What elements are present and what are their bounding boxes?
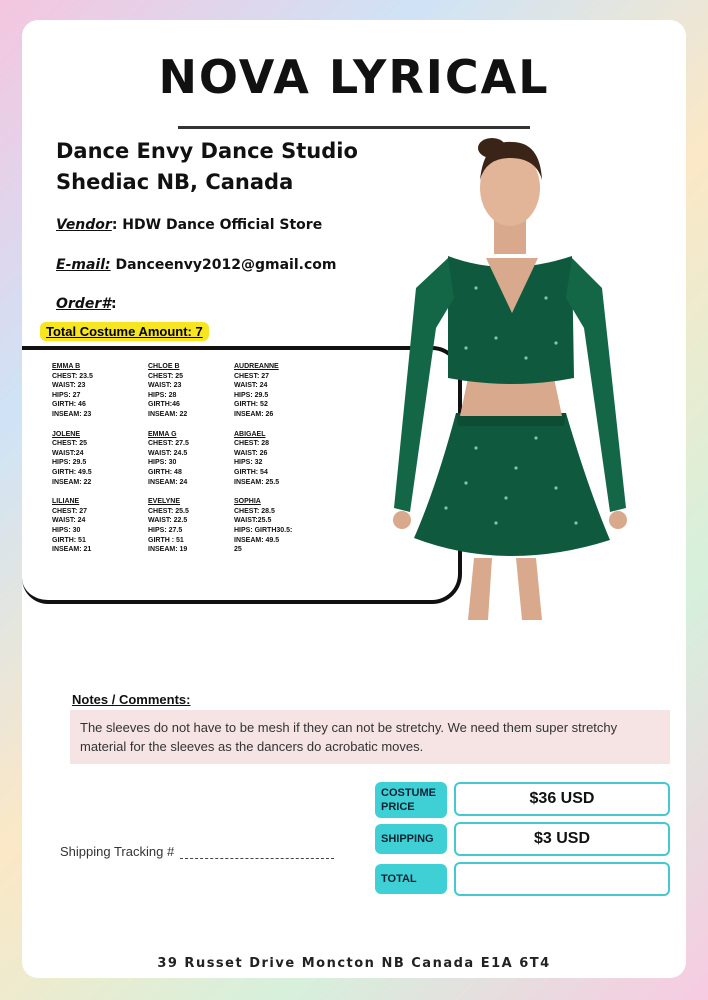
dancer-measure: WAIST:25.5	[234, 517, 272, 525]
dancer-measure: GIRTH: 48	[148, 468, 182, 476]
footer-address: 39 Russet Drive Moncton NB Canada E1A 6T4	[157, 956, 551, 971]
dancer-card	[52, 497, 93, 555]
dancer-measure: WAIST: 24	[234, 382, 268, 390]
shipping-tracking	[60, 844, 334, 859]
notes-heading: Notes / Comments:	[72, 692, 191, 707]
dancer-name: SOPHIA	[234, 498, 261, 506]
studio-block	[56, 136, 358, 198]
dancer-measure: HIPS: 27	[52, 391, 81, 399]
dancer-measure: INSEAM: 22	[52, 478, 92, 486]
dancer-measure: WAIST: 23	[148, 382, 182, 390]
dancer-card	[148, 430, 189, 488]
dancer-measure: GIRTH:46	[148, 401, 180, 409]
dancer-measure: CHEST: 27	[52, 507, 88, 515]
dancer-measure: INSEAM: 49.5	[234, 536, 280, 544]
measurements-column-2	[148, 362, 189, 565]
total-label: TOTAL	[375, 864, 447, 894]
costume-price-label: COSTUME PRICE	[375, 782, 447, 818]
dancer-name: ABIGAEL	[234, 430, 266, 438]
dancer-measure: INSEAM: 21	[52, 546, 92, 554]
order-value: :	[110, 296, 117, 312]
dancer-measure: 25	[234, 546, 242, 554]
shipping-value: $3 USD	[454, 822, 670, 856]
dancer-measure: WAIST: 22.5	[148, 517, 188, 525]
dancer-name: EMMA G	[148, 430, 177, 438]
dancer-card	[148, 497, 189, 555]
dancer-measure: GIRTH: 46	[52, 401, 86, 409]
vendor-label: Vendor	[56, 217, 112, 233]
dancer-name: JOLENE	[52, 430, 81, 438]
order-field	[56, 296, 117, 312]
vendor-field	[56, 217, 322, 233]
dancer-measure: GIRTH: 52	[234, 401, 268, 409]
costume-price-value: $36 USD	[454, 782, 670, 816]
shipping-tracking-label: Shipping Tracking #	[60, 844, 175, 859]
total-costume-amount-badge	[40, 322, 209, 341]
dancer-card	[234, 362, 292, 420]
dancer-name: CHLOE B	[148, 363, 180, 370]
dancer-measure: HIPS: 29.5	[52, 459, 87, 467]
dancer-measure: CHEST: 28.5	[234, 507, 275, 515]
dancer-card	[52, 430, 93, 488]
dancer-measure: HIPS: 30	[148, 459, 177, 467]
dancer-measure: CHEST: 28	[234, 440, 270, 448]
dancer-measure: CHEST: 23.5	[52, 372, 93, 380]
dancer-measure: WAIST: 26	[234, 449, 268, 457]
dancer-measure: INSEAM: 22	[148, 410, 188, 418]
order-label: Order#	[56, 296, 111, 312]
dancer-name: EVELYNE	[148, 498, 181, 506]
shipping-tracking-line	[180, 858, 334, 859]
studio-location: Shediac NB, Canada	[56, 170, 294, 194]
dancer-measure: GIRTH: 49.5	[52, 468, 92, 476]
dancer-measure: GIRTH: 51	[52, 536, 86, 544]
measurements-column-1	[52, 362, 93, 565]
total-value	[454, 862, 670, 896]
dancer-measure: INSEAM: 26	[234, 410, 274, 418]
dancer-measure: HIPS: 28	[148, 391, 177, 399]
notes-text: The sleeves do not have to be mesh if they can not be stretchy. We need them super stretchy material for the sleeves as the dancers do acrobatic moves.	[70, 710, 670, 764]
dancer-measure: WAIST: 24.5	[148, 449, 188, 457]
dancer-card	[52, 362, 93, 420]
dancer-measure: INSEAM: 23	[52, 410, 92, 418]
dancer-measure: HIPS: 30	[52, 526, 81, 534]
costume-model-photo	[376, 128, 638, 623]
email-label: E-mail:	[56, 257, 111, 273]
page-title: NOVA LYRICAL	[158, 50, 550, 104]
studio-name: Dance Envy Dance Studio	[56, 139, 358, 163]
dancer-card	[234, 430, 292, 488]
email-value: Danceenvy2012@gmail.com	[110, 257, 337, 273]
dancer-measure: HIPS: 32	[234, 459, 263, 467]
vendor-value: : HDW Dance Official Store	[111, 217, 323, 233]
shipping-label: SHIPPING	[375, 824, 447, 854]
dancer-measure: INSEAM: 25.5	[234, 478, 280, 486]
dancer-name: EMMA B	[52, 363, 81, 370]
dancer-measure: GIRTH : 51	[148, 536, 184, 544]
email-field	[56, 257, 336, 273]
total-costume-amount: Total Costume Amount: 7	[46, 324, 203, 339]
dancer-measure: WAIST: 23	[52, 382, 86, 390]
dancer-card	[148, 362, 189, 420]
dancer-measure: WAIST:24	[52, 449, 84, 457]
measurements-column-3	[234, 362, 292, 565]
dancer-measure: INSEAM: 19	[148, 546, 188, 554]
dancer-card	[234, 497, 292, 555]
dancer-measure: CHEST: 25	[52, 440, 88, 448]
dancer-measure: CHEST: 25	[148, 372, 184, 380]
dancer-name: LILIANE	[52, 498, 80, 506]
dancer-name: AUDREANNE	[234, 363, 279, 370]
dancer-measure: GIRTH: 54	[234, 468, 268, 476]
dancer-measure: CHEST: 27.5	[148, 440, 189, 448]
dancer-measure: CHEST: 25.5	[148, 507, 189, 515]
dancer-measure: HIPS: 29.5	[234, 391, 269, 399]
dancer-measure: WAIST: 24	[52, 517, 86, 525]
dancer-measure: INSEAM: 24	[148, 478, 188, 486]
dancer-measure: CHEST: 27	[234, 372, 270, 380]
dancer-measure: HIPS: GIRTH30.5:	[234, 526, 293, 534]
dancer-measure: HIPS: 27.5	[148, 526, 183, 534]
